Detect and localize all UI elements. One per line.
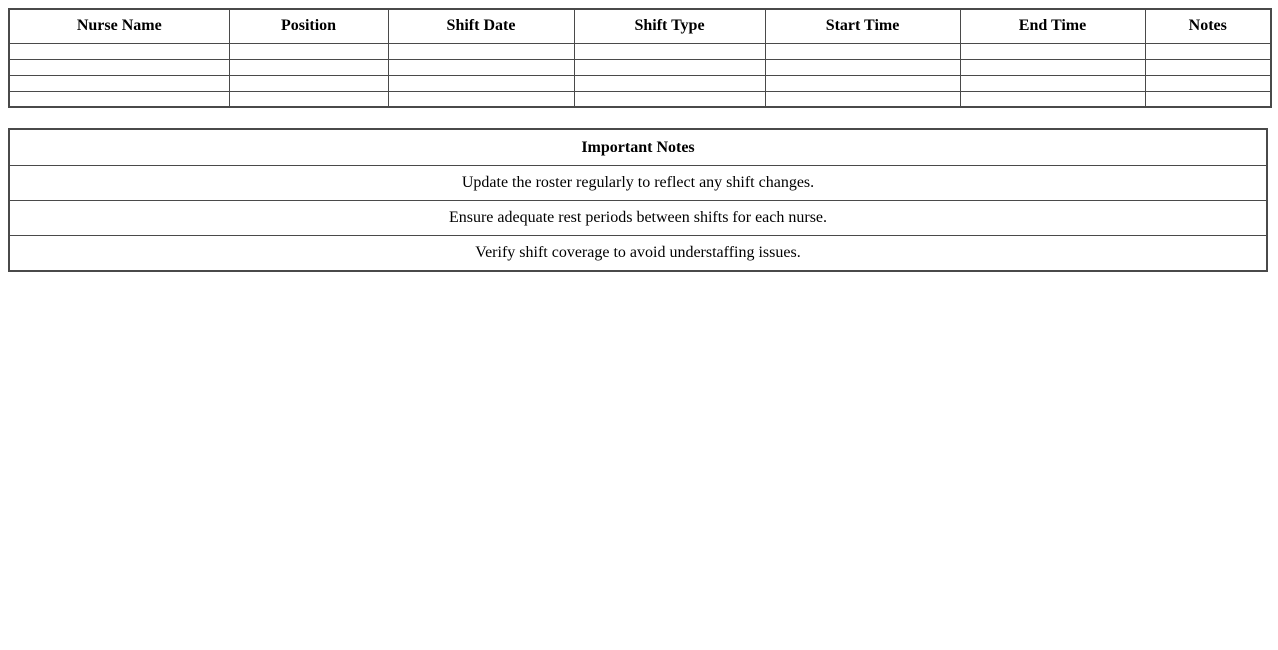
roster-cell	[765, 91, 960, 107]
roster-cell	[229, 91, 388, 107]
note-text: Ensure adequate rest periods between shifts for each nurse.	[9, 201, 1267, 236]
roster-cell	[388, 75, 574, 91]
column-header-start-time: Start Time	[765, 9, 960, 43]
note-text: Update the roster regularly to reflect any shift changes.	[9, 166, 1267, 201]
note-row	[9, 166, 1267, 201]
roster-cell	[9, 91, 229, 107]
important-notes-table	[8, 128, 1268, 272]
roster-cell	[1145, 43, 1271, 59]
important-notes-header-row	[9, 129, 1267, 166]
roster-cell	[765, 75, 960, 91]
roster-cell	[229, 75, 388, 91]
roster-cell	[574, 43, 765, 59]
roster-cell	[9, 75, 229, 91]
column-header-shift-date: Shift Date	[388, 9, 574, 43]
roster-header-row	[9, 9, 1271, 43]
roster-cell	[574, 59, 765, 75]
important-notes-title: Important Notes	[9, 129, 1267, 166]
roster-cell	[9, 43, 229, 59]
roster-cell	[960, 75, 1145, 91]
roster-empty-row	[9, 91, 1271, 107]
roster-cell	[9, 59, 229, 75]
roster-cell	[765, 43, 960, 59]
roster-cell	[388, 59, 574, 75]
roster-empty-row	[9, 75, 1271, 91]
roster-empty-row	[9, 43, 1271, 59]
roster-empty-rows	[9, 43, 1271, 107]
roster-cell	[960, 91, 1145, 107]
roster-cell	[574, 91, 765, 107]
note-row	[9, 201, 1267, 236]
roster-cell	[229, 43, 388, 59]
roster-cell	[388, 91, 574, 107]
roster-cell	[1145, 59, 1271, 75]
roster-cell	[765, 59, 960, 75]
nurse-roster-table	[8, 8, 1272, 108]
note-text: Verify shift coverage to avoid understaffing issues.	[9, 236, 1267, 272]
roster-cell	[960, 59, 1145, 75]
roster-cell	[960, 43, 1145, 59]
roster-cell	[229, 59, 388, 75]
column-header-shift-type: Shift Type	[574, 9, 765, 43]
column-header-notes: Notes	[1145, 9, 1271, 43]
column-header-end-time: End Time	[960, 9, 1145, 43]
column-header-position: Position	[229, 9, 388, 43]
roster-cell	[1145, 75, 1271, 91]
roster-empty-row	[9, 59, 1271, 75]
note-row	[9, 236, 1267, 272]
roster-cell	[574, 75, 765, 91]
page	[0, 0, 1278, 280]
column-header-nurse-name: Nurse Name	[9, 9, 229, 43]
roster-cell	[388, 43, 574, 59]
roster-cell	[1145, 91, 1271, 107]
